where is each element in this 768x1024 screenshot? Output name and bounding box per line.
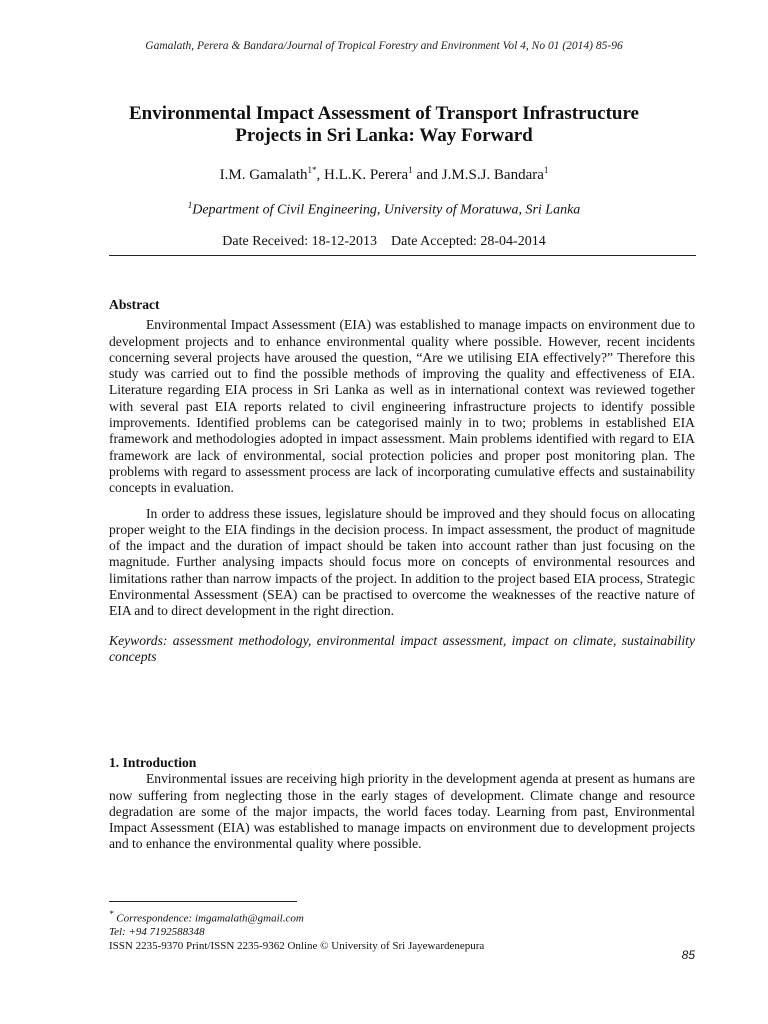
correspondence-email: Correspondence: imgamalath@gmail.com [113, 912, 304, 925]
header-divider [109, 255, 696, 256]
affiliation-text: Department of Civil Engineering, University of Moratuwa, Sri Lanka [192, 202, 581, 218]
submission-dates: Date Received: 18-12-2013 Date Accepted: 28-04-2014 [222, 234, 546, 249]
title-line-1: Environmental Impact Assessment of Transport Infrastructure [128, 103, 639, 124]
running-header: Gamalath, Perera & Bandara/Journal of Tropical Forestry and Environment Vol 4, No 01 (2014) 85-96 [145, 40, 623, 52]
introduction-paragraph-1: Environmental issues are receiving high priority in the development agenda at present as humans are now suffering from neglecting those in the early stages of development. Climate change and resource degradation are some of the major impacts, the world faces today. Learning from past, Environmental Impact Assessment (EIA) was established to manage impacts on environment due to development projects and to enhance the environmental quality where possible. [109, 771, 695, 852]
keywords: Keywords: assessment methodology, environmental impact assessment, impact on climate, sustainability concepts [109, 632, 695, 664]
author-3-marker: 1 [543, 165, 549, 175]
introduction-section [109, 755, 695, 853]
footnote-divider [109, 901, 297, 902]
author-2: , H.L.K. Perera [316, 167, 409, 183]
abstract-paragraph-1: Environmental Impact Assessment (EIA) was established to manage impacts on environment due to development projects and to enhance environmental quality where possible. However, recent incidents concerning several projects have aroused the question, “Are we utilising EIA effectively?” Therefore this study was carried out to find the possible methods of improving the quality and effectiveness of EIA. Literature regarding EIA process in Sri Lanka as well as in international context was reviewed together with several past EIA reports related to civil engineering infrastructure projects to identify possible improvements. Identified problems can be categorised mainly in to two; problems in established EIA framework and methodologies adopted in impact assessment. Main problems identified with regard to EIA framework are lack of environmental, social protection policies and proper post monitoring plan. The problems with regard to assessment process are lack of incorporating cumulative effects and sustainability concepts in evaluation. [109, 317, 695, 496]
author-list [0, 165, 768, 184]
author-2-marker: 1 [408, 165, 413, 175]
abstract-paragraph-2: In order to address these issues, legislature should be improved and they should focus on allocating proper weight to the EIA findings in the decision process. In impact assessment, the product of magnitude of the impact and the duration of impact should be taken into account rather than just focusing on the magnitude. Further analysing impacts should focus more on concepts of environmental resources and limitations rather than narrow impacts of the project. In addition to the project based EIA process, Strategic Environmental Assessment (SEA) can be practised to overcome the weaknesses of the reactive nature of EIA and to direct development in the right direction. [109, 505, 695, 619]
affiliation-marker: 1 [187, 200, 193, 210]
affiliation [0, 200, 768, 219]
footnotes [109, 908, 695, 953]
correspondence-note [109, 908, 695, 926]
author-1: I.M. Gamalath [219, 167, 308, 183]
issn-note: ISSN 2235-9370 Print/ISSN 2235-9362 Online © University of Sri Jayewardenepura [109, 939, 485, 952]
author-3: and J.M.S.J. Bandara [412, 167, 544, 183]
correspondence-marker: * [109, 909, 114, 919]
abstract-section [109, 297, 695, 665]
title-line-2: Projects in Sri Lanka: Way Forward [235, 125, 533, 146]
author-1-marker: 1* [307, 165, 317, 175]
introduction-heading: 1. Introduction [109, 755, 197, 770]
abstract-heading: Abstract [109, 297, 160, 312]
telephone-note: Tel: +94 7192588348 [109, 926, 205, 939]
paper-title [80, 103, 688, 147]
page-number: 85 [681, 948, 695, 962]
